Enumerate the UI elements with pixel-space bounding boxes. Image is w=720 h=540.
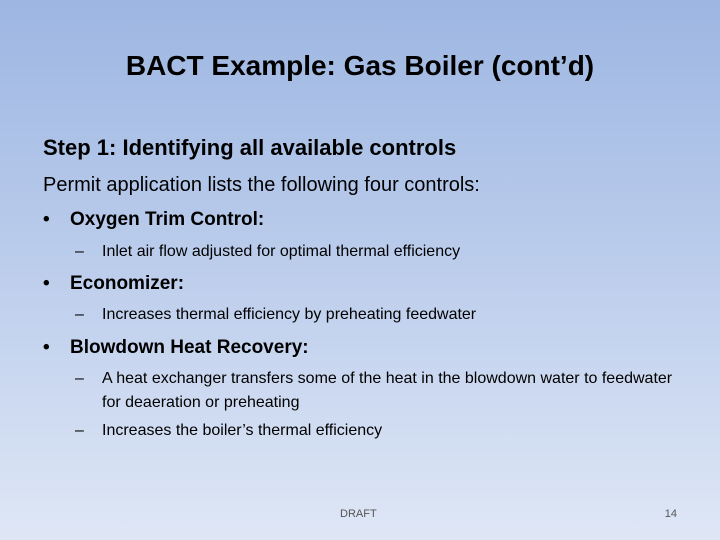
bullet-label: Blowdown Heat Recovery:: [70, 337, 309, 358]
bullet-marker: •: [43, 273, 50, 294]
sub-bullet-item: [75, 303, 682, 327]
dash-marker: –: [75, 370, 84, 387]
dash-marker: –: [75, 422, 84, 439]
bullet-label: Oxygen Trim Control:: [70, 209, 265, 230]
sub-bullet-item: [75, 240, 682, 264]
footer-draft-label: DRAFT: [340, 508, 377, 520]
sub-bullet-text: Increases thermal efficiency by preheating feedwater: [102, 306, 477, 323]
bullet-marker: •: [43, 337, 50, 358]
bullet-item: [43, 273, 184, 295]
slide-title: BACT Example: Gas Boiler (cont’d): [125, 50, 595, 81]
page-number: 14: [664, 508, 677, 520]
sub-bullet-text: A heat exchanger transfers some of the heat in the blowdown water to feedwater for deaeration or preheating: [102, 370, 673, 411]
bullet-marker: •: [43, 209, 50, 230]
intro-text: Permit application lists the following four controls:: [43, 174, 480, 196]
sub-bullet-text: Increases the boiler’s thermal efficiency: [102, 422, 383, 439]
step-heading: Step 1: Identifying all available controls: [43, 135, 457, 160]
dash-marker: –: [75, 243, 84, 260]
sub-bullet-item: [75, 419, 682, 443]
bullet-item: [43, 209, 264, 231]
dash-marker: –: [75, 306, 84, 323]
bullet-label: Economizer:: [70, 273, 185, 294]
bullet-item: [43, 337, 309, 359]
sub-bullet-item: [75, 367, 682, 415]
sub-bullet-text: Inlet air flow adjusted for optimal thermal efficiency: [102, 243, 461, 260]
